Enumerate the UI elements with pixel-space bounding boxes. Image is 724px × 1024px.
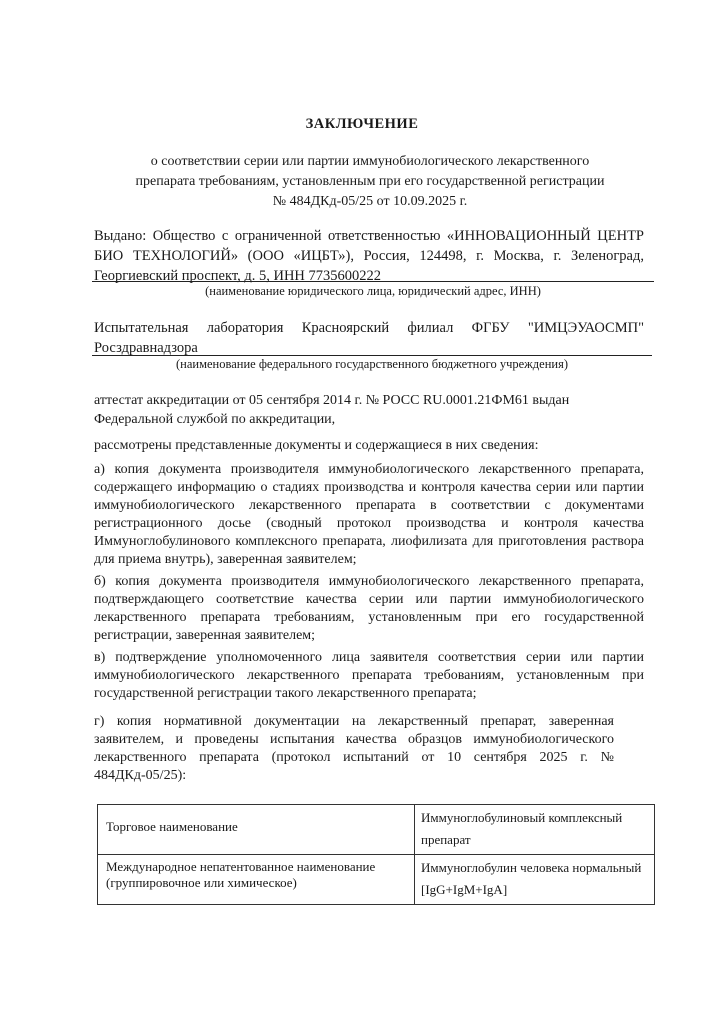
laboratory-text: Испытательная лаборатория Красноярский филиал ФГБУ "ИМЦЭУАОСМП" Росздравнадзора xyxy=(94,320,644,356)
table-row xyxy=(98,855,655,905)
list-item-b: б) копия документа производителя иммунобиологического лекарственного препарата, подтверждающего соответствие качества серии или партии иммунобиологического лекарственного препарата требованиям, установленным при его государственной регистрации, заверенная заявителем; xyxy=(94,574,644,643)
drug-info-table xyxy=(97,804,655,905)
accreditation-text: аттестат аккредитации от 05 сентября 2014 г. № РОСС RU.0001.21ФМ61 выдан Федеральной службой по аккредитации, xyxy=(94,393,570,427)
subtitle-line: № 484ДКд-05/25 от 10.09.2025 г. xyxy=(272,194,468,209)
trade-name-label: Торговое наименование xyxy=(98,805,415,855)
list-item-a: а) копия документа производителя иммунобиологического лекарственного препарата, содержащего информацию о стадиях производства и контроля качества серии или партии иммунобиологического лекарственного препарата в соответствии с документами регистрационного досье (сводный протокол производства и контроля качества Иммуноглобулинового комплексного препарата, лиофилизата для приготовления раствора для приема внутрь), заверенная заявителем; xyxy=(94,462,644,567)
laboratory-underline xyxy=(92,355,652,356)
subtitle-line: препарата требованиям, установленным при его государственной регистрации xyxy=(135,174,605,189)
laboratory-caption: (наименование федерального государственного бюджетного учреждения) xyxy=(176,357,568,371)
trade-name-value: Иммуноглобулиновый комплексный препарат xyxy=(415,805,655,855)
subtitle-line: о соответствии серии или партии иммунобиологического лекарственного xyxy=(150,154,590,169)
list-item-v: в) подтверждение уполномоченного лица заявителя соответствия серии или партии иммунобиологического лекарственного препарата требованиям, установленным при государственной регистрации такого лекарственного препарата; xyxy=(94,650,644,701)
issued-to-caption: (наименование юридического лица, юридический адрес, ИНН) xyxy=(205,284,541,298)
issued-to-text: Выдано: Общество с ограниченной ответственностью «ИННОВАЦИОННЫЙ ЦЕНТР БИО ТЕХНОЛОГИЙ» (ООО «ИЦБТ»), Россия, 124498, г. Москва, г. Зеленоград, Георгиевский проспект, д. 5, ИНН 7735600222 xyxy=(94,228,644,284)
document-subtitle xyxy=(90,152,650,212)
issued-to-underline xyxy=(92,281,654,282)
list-item-g: г) копия нормативной документации на лекарственный препарат, заверенная заявителем, и проведены испытания качества образцов иммунобиологического лекарственного препарата (протокол испытаний от 10 сентября 2025 г. № 484ДКд-05/25): xyxy=(94,714,614,783)
document-title: ЗАКЛЮЧЕНИЕ xyxy=(305,116,419,132)
inn-label: Международное непатентованное наименование (группировочное или химическое) xyxy=(98,855,415,905)
reviewed-intro: рассмотрены представленные документы и содержащиеся в них сведения: xyxy=(94,438,539,453)
table-row xyxy=(98,805,655,855)
inn-value: Иммуноглобулин человека нормальный [IgG+IgM+IgA] xyxy=(415,855,655,905)
